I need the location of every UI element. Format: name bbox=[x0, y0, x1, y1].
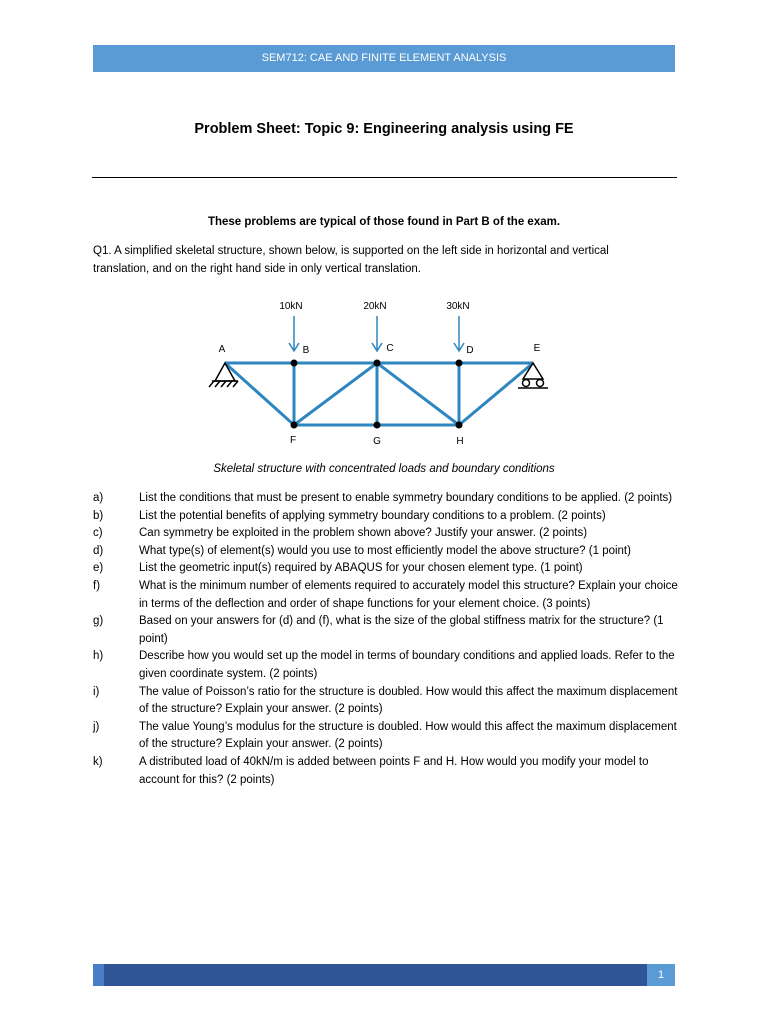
load-arrow-c-icon bbox=[372, 316, 382, 351]
truss-members bbox=[225, 363, 533, 425]
list-item bbox=[93, 648, 683, 683]
question-text: Describe how you would set up the model in terms of boundary conditions and applied loads. Refer to the given coordinate system. (2 points) bbox=[139, 650, 675, 680]
node-c-dot bbox=[374, 360, 381, 367]
load-label-b: 10kN bbox=[279, 301, 303, 312]
question-text: A distributed load of 40kN/m is added between points F and H. How would you modify your model to account for this? (2 points) bbox=[139, 755, 649, 786]
list-item bbox=[93, 525, 683, 543]
load-label-d: 30kN bbox=[446, 301, 470, 312]
question-letter: d) bbox=[93, 544, 104, 557]
node-label-h: H bbox=[456, 436, 464, 447]
question-1-text: Q1. A simplified skeletal structure, shown below, is supported on the left side in horizontal and vertical translation, and on the right hand side in only vertical translation. bbox=[93, 245, 609, 275]
question-text: List the geometric input(s) required by ABAQUS for your chosen element type. (1 point) bbox=[139, 562, 583, 575]
question-letter: f) bbox=[93, 579, 101, 592]
question-letter: e) bbox=[93, 562, 104, 575]
question-letter: h) bbox=[93, 650, 104, 663]
list-item bbox=[93, 578, 683, 613]
course-header-band bbox=[93, 45, 675, 72]
question-text: Can symmetry be exploited in the problem shown above? Justify your answer. (2 points) bbox=[139, 527, 588, 540]
node-b-dot bbox=[291, 360, 298, 367]
question-letter: j) bbox=[93, 720, 100, 733]
question-letter: g) bbox=[93, 615, 104, 628]
node-label-e: E bbox=[533, 343, 541, 354]
footer-accent bbox=[93, 964, 104, 986]
list-item bbox=[93, 490, 683, 508]
question-text: The value of Poisson’s ratio for the structure is doubled. How would this affect the maximum displacement of the structure? Explain your answer. (2 points) bbox=[139, 685, 678, 716]
list-item bbox=[93, 508, 683, 526]
roller-support-icon bbox=[518, 363, 548, 388]
truss-figure bbox=[190, 290, 570, 460]
node-h-dot bbox=[456, 422, 463, 429]
node-label-d: D bbox=[466, 345, 474, 356]
load-arrow-d-icon bbox=[454, 316, 464, 351]
question-text: What type(s) of element(s) would you use to most efficiently model the above structure? (1 point) bbox=[139, 544, 631, 557]
load-label-c: 20kN bbox=[363, 301, 387, 312]
course-title: SEM712: CAE AND FINITE ELEMENT ANALYSIS bbox=[261, 52, 507, 64]
figure-caption: Skeletal structure with concentrated loads and boundary conditions bbox=[213, 463, 555, 475]
footer-band bbox=[93, 964, 675, 986]
list-item bbox=[93, 543, 683, 561]
node-label-c: C bbox=[386, 343, 394, 354]
question-letter: b) bbox=[93, 509, 104, 522]
page-title: Problem Sheet: Topic 9: Engineering analysis using FE bbox=[194, 121, 574, 137]
question-text: What is the minimum number of elements required to accurately model this structure? Explain your choice in terms of the deflection and order of shape functions for your element choice. (3 points) bbox=[139, 579, 678, 610]
question-letter: a) bbox=[93, 492, 104, 504]
node-label-b: B bbox=[302, 345, 310, 356]
list-item bbox=[93, 560, 683, 578]
question-list bbox=[93, 490, 683, 789]
question-text: The value Young’s modulus for the structure is doubled. How would this affect the maximum displacement of the structure? Explain your answer. (2 points) bbox=[139, 720, 677, 751]
node-label-a: A bbox=[218, 344, 226, 355]
list-item bbox=[93, 684, 683, 719]
question-letter: i) bbox=[93, 685, 100, 698]
intro-text: These problems are typical of those found in Part B of the exam. bbox=[207, 216, 561, 228]
page-number: 1 bbox=[647, 964, 675, 986]
node-f-dot bbox=[291, 422, 298, 429]
question-text: List the conditions that must be present to enable symmetry boundary conditions to be applied. (2 points) bbox=[139, 492, 673, 504]
title-divider bbox=[92, 177, 677, 178]
load-arrows bbox=[289, 316, 464, 351]
node-label-f: F bbox=[289, 435, 297, 446]
node-d-dot bbox=[456, 360, 463, 367]
node-g-dot bbox=[374, 422, 381, 429]
list-item bbox=[93, 613, 683, 648]
node-label-g: G bbox=[373, 436, 381, 447]
question-text: Based on your answers for (d) and (f), what is the size of the global stiffness matrix for the structure? (1 point) bbox=[139, 615, 664, 645]
load-arrow-b-icon bbox=[289, 316, 299, 351]
list-item bbox=[93, 719, 683, 754]
question-letter: k) bbox=[93, 755, 103, 768]
pinned-support-icon bbox=[209, 363, 238, 387]
question-text: List the potential benefits of applying symmetry boundary conditions to a problem. (2 points) bbox=[139, 509, 606, 522]
list-item bbox=[93, 754, 683, 789]
question-letter: c) bbox=[93, 527, 103, 540]
